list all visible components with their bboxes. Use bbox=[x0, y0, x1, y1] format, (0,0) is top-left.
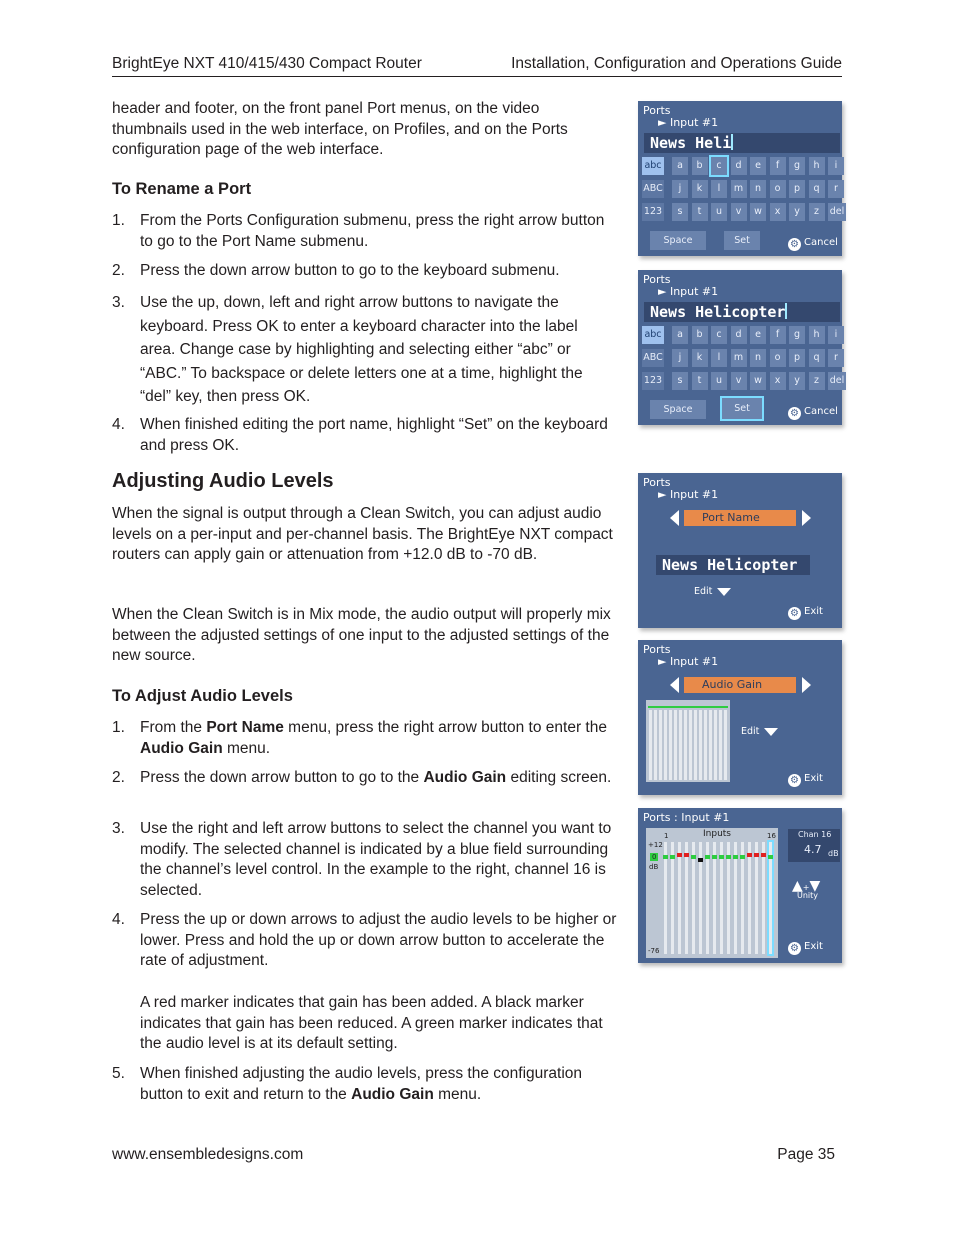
key-c[interactable]: c bbox=[711, 157, 727, 175]
gear-icon: ⚙ bbox=[788, 607, 801, 620]
channel-bar bbox=[719, 710, 722, 780]
key-m[interactable]: m bbox=[731, 349, 747, 367]
key-a[interactable]: a bbox=[672, 157, 688, 175]
unity-marker bbox=[723, 706, 728, 708]
key-r[interactable]: r bbox=[828, 180, 844, 198]
port-name-text: News Helicopter bbox=[650, 303, 786, 321]
gain-marker-red bbox=[677, 853, 682, 857]
channel-readout bbox=[788, 829, 840, 862]
step-number: 5. bbox=[112, 1065, 125, 1082]
top-scale-label: +12 bbox=[648, 841, 663, 849]
last-channel-label: 16 bbox=[767, 832, 776, 840]
key-f[interactable]: f bbox=[770, 157, 786, 175]
rename-step-2 bbox=[112, 261, 617, 282]
bottom-scale-label: -76 bbox=[648, 947, 660, 955]
right-arrow-icon[interactable] bbox=[802, 677, 811, 693]
gain-marker-green bbox=[726, 855, 731, 859]
channel-bar bbox=[679, 710, 682, 780]
db-scale-label: dB bbox=[649, 863, 659, 871]
gain-marker-green bbox=[663, 855, 668, 859]
key-abc[interactable]: abc bbox=[642, 157, 664, 175]
step-text: From the Port Name menu, press the right arrow button to enter the Audio Gain menu. bbox=[140, 719, 607, 757]
screen-title: Ports bbox=[643, 104, 671, 117]
key-del[interactable]: del bbox=[828, 203, 846, 221]
key-p[interactable]: p bbox=[789, 349, 805, 367]
left-arrow-icon[interactable] bbox=[670, 677, 679, 693]
step-text: Use the right and left arrow buttons to select the channel you want to modify. The selected channel is indicated by a blue field surrounding the channel’s level control. In the example to the right, channel 16 is selected. bbox=[140, 820, 612, 899]
gear-icon: ⚙ bbox=[788, 774, 801, 787]
adjust-heading: To Adjust Audio Levels bbox=[112, 687, 293, 705]
screen-gain-edit bbox=[638, 808, 842, 963]
audio-step-4-note bbox=[112, 993, 617, 1055]
exit-button[interactable]: ⚙ Exit bbox=[788, 941, 823, 955]
key-123[interactable]: 123 bbox=[642, 203, 664, 221]
menu-label: Audio Gain bbox=[684, 677, 796, 693]
screen-port-name bbox=[638, 473, 842, 628]
screen-subtitle: ► Input #1 bbox=[658, 116, 719, 129]
key-123[interactable]: 123 bbox=[642, 372, 664, 390]
gain-marker-green bbox=[768, 855, 773, 859]
step-note: A red marker indicates that gain has been added. A black marker indicates that gain has been reduced. A green marker indicates that the audio level is at its default setting. bbox=[140, 994, 603, 1052]
key-p[interactable]: p bbox=[789, 180, 805, 198]
step-number: 4. bbox=[112, 416, 125, 433]
key-m[interactable]: m bbox=[731, 180, 747, 198]
screen-keyboard-complete bbox=[638, 270, 845, 425]
menu-label: Port Name bbox=[684, 510, 796, 526]
channel-bar bbox=[704, 710, 707, 780]
key-c[interactable]: c bbox=[711, 326, 727, 344]
channel-bar bbox=[694, 710, 697, 780]
audio-step-3 bbox=[112, 819, 617, 901]
key-ABC[interactable]: ABC bbox=[642, 180, 664, 198]
step-number: 2. bbox=[112, 769, 125, 786]
screen-title: Ports : Input #1 bbox=[643, 811, 730, 824]
channel-fader[interactable] bbox=[678, 842, 681, 954]
gain-marker-red bbox=[754, 853, 759, 857]
audio-step-4 bbox=[112, 910, 617, 972]
key-z[interactable]: z bbox=[809, 203, 825, 221]
left-arrow-icon[interactable] bbox=[670, 510, 679, 526]
gear-icon: ⚙ bbox=[788, 238, 801, 251]
exit-button[interactable]: ⚙ Exit bbox=[788, 606, 823, 620]
step-text: Use the up, down, left and right arrow buttons to navigate the keyboard. Press OK to enter a keyboard character into the label area. Change case by highlighting and selecting either “abc” or “ABC.” To backspace or delete letters one at a time, highlight the “del” key, then press OK. bbox=[140, 294, 583, 405]
audio-meter-panel bbox=[646, 828, 778, 958]
port-name-field bbox=[644, 302, 840, 322]
key-e[interactable]: e bbox=[750, 326, 766, 344]
channel-bar bbox=[659, 710, 662, 780]
key-q[interactable]: q bbox=[809, 180, 825, 198]
key-n[interactable]: n bbox=[750, 349, 766, 367]
gain-value: 4.7 bbox=[804, 843, 822, 856]
audio-heading: Adjusting Audio Levels bbox=[112, 470, 334, 492]
screen-title: Ports bbox=[643, 476, 671, 489]
gain-marker-black bbox=[698, 858, 703, 862]
zero-scale-label: 0 bbox=[652, 853, 657, 861]
running-header-guide: Installation, Configuration and Operations Guide bbox=[511, 55, 842, 72]
key-k[interactable]: k bbox=[692, 180, 708, 198]
set-key[interactable]: Set bbox=[722, 398, 762, 419]
audio-step-2 bbox=[112, 768, 617, 789]
key-h[interactable]: h bbox=[809, 157, 825, 175]
space-key[interactable]: Space bbox=[650, 400, 706, 419]
screen-subtitle: ► Input #1 bbox=[658, 285, 719, 298]
key-k[interactable]: k bbox=[692, 349, 708, 367]
key-w[interactable]: w bbox=[750, 372, 766, 390]
key-v[interactable]: v bbox=[731, 372, 747, 390]
key-x[interactable]: x bbox=[770, 203, 786, 221]
key-t[interactable]: t bbox=[692, 372, 708, 390]
edit-button[interactable]: Edit bbox=[694, 586, 731, 597]
key-a[interactable]: a bbox=[672, 326, 688, 344]
step-number: 1. bbox=[112, 719, 125, 736]
gain-marker-red bbox=[747, 853, 752, 857]
set-key[interactable]: Set bbox=[724, 231, 760, 250]
gain-unit: dB bbox=[828, 849, 839, 858]
key-y[interactable]: y bbox=[789, 372, 805, 390]
key-u[interactable]: u bbox=[711, 372, 727, 390]
key-g[interactable]: g bbox=[789, 326, 805, 344]
audio-step-5 bbox=[112, 1064, 617, 1105]
gain-marker-green bbox=[705, 855, 710, 859]
gain-marker-red bbox=[684, 853, 689, 857]
screen-subtitle: ► Input #1 bbox=[658, 655, 719, 668]
space-key[interactable]: Space bbox=[650, 231, 706, 250]
key-b[interactable]: b bbox=[692, 157, 708, 175]
unity-label: Unity bbox=[797, 891, 819, 900]
channel-bar bbox=[684, 710, 687, 780]
step-number: 1. bbox=[112, 212, 125, 229]
right-arrow-icon[interactable] bbox=[802, 510, 811, 526]
gain-marker-green bbox=[691, 855, 696, 859]
inputs-label: Inputs bbox=[703, 829, 731, 839]
audio-paragraph-1: When the signal is output through a Clean Switch, you can adjust audio levels on a per-input and per-channel basis. The BrightEye NXT compact routers can apply gain or attenuation from +12.0 dB to -70 dB. bbox=[112, 505, 613, 563]
channel-label: Chan 16 bbox=[798, 830, 832, 839]
key-l[interactable]: l bbox=[711, 180, 727, 198]
header-rule bbox=[112, 76, 842, 77]
up-down-arrows-icon[interactable]: ▲+▼ bbox=[792, 878, 821, 894]
key-o[interactable]: o bbox=[770, 349, 786, 367]
key-j[interactable]: j bbox=[672, 180, 688, 198]
gain-marker-green bbox=[740, 855, 745, 859]
step-number: 2. bbox=[112, 262, 125, 279]
key-g[interactable]: g bbox=[789, 157, 805, 175]
key-y[interactable]: y bbox=[789, 203, 805, 221]
screen-title: Ports bbox=[643, 273, 671, 286]
first-channel-label: 1 bbox=[664, 832, 669, 840]
step-text: Press the up or down arrows to adjust the audio levels to be higher or lower. Press and hold the up or down arrow button to accelerate the rate of adjustment. bbox=[140, 911, 617, 969]
cancel-button[interactable]: ⚙ Cancel bbox=[788, 406, 838, 420]
step-text: When finished adjusting the audio levels, press the configuration button to exit and return to the Audio Gain menu. bbox=[140, 1065, 583, 1103]
channel-bar bbox=[669, 710, 672, 780]
step-number: 3. bbox=[112, 294, 125, 311]
key-u[interactable]: u bbox=[711, 203, 727, 221]
step-number: 3. bbox=[112, 820, 125, 837]
channel-bar bbox=[714, 710, 717, 780]
key-i[interactable]: i bbox=[828, 157, 844, 175]
rename-step-1 bbox=[112, 211, 617, 252]
step-number: 4. bbox=[112, 911, 125, 928]
channel-fader[interactable] bbox=[748, 842, 751, 954]
step-text: When finished editing the port name, highlight “Set” on the keyboard and press OK. bbox=[140, 416, 608, 454]
text-cursor bbox=[785, 303, 787, 319]
gain-marker-red bbox=[761, 853, 766, 857]
channel-fader[interactable] bbox=[685, 842, 688, 954]
key-l[interactable]: l bbox=[711, 349, 727, 367]
audio-paragraph-2: When the Clean Switch is in Mix mode, the audio output will properly mix between the adjusted settings of one input to the adjusted settings of the new source. bbox=[112, 606, 611, 664]
audio-meter-thumbnail bbox=[646, 700, 730, 782]
key-abc[interactable]: abc bbox=[642, 326, 664, 344]
key-x[interactable]: x bbox=[770, 372, 786, 390]
channel-bar bbox=[664, 710, 667, 780]
rename-heading: To Rename a Port bbox=[112, 180, 252, 198]
down-arrow-icon bbox=[717, 588, 731, 596]
key-e[interactable]: e bbox=[750, 157, 766, 175]
running-header-title: BrightEye NXT 410/415/430 Compact Router bbox=[112, 55, 422, 72]
footer-url: www.ensembledesigns.com bbox=[112, 1146, 304, 1163]
rename-step-4 bbox=[112, 415, 617, 456]
port-name-field bbox=[644, 133, 840, 153]
channel-bar bbox=[649, 710, 652, 780]
key-w[interactable]: w bbox=[750, 203, 766, 221]
page-number: Page 35 bbox=[777, 1146, 835, 1163]
channel-bar bbox=[724, 710, 727, 780]
key-d[interactable]: d bbox=[731, 157, 747, 175]
intro-paragraph: header and footer, on the front panel Port menus, on the video thumbnails used in the web interface, on Profiles, and on the Ports configuration page of the web interface. bbox=[112, 100, 568, 158]
key-ABC[interactable]: ABC bbox=[642, 349, 664, 367]
gear-icon: ⚙ bbox=[788, 407, 801, 420]
text-cursor bbox=[731, 134, 733, 150]
key-s[interactable]: s bbox=[672, 203, 688, 221]
channel-bar bbox=[699, 710, 702, 780]
channel-bar bbox=[689, 710, 692, 780]
key-f[interactable]: f bbox=[770, 326, 786, 344]
key-q[interactable]: q bbox=[809, 349, 825, 367]
key-t[interactable]: t bbox=[692, 203, 708, 221]
channel-fader[interactable] bbox=[755, 842, 758, 954]
screen-audio-gain bbox=[638, 640, 842, 795]
key-j[interactable]: j bbox=[672, 349, 688, 367]
screen-keyboard-partial bbox=[638, 101, 845, 256]
key-i[interactable]: i bbox=[828, 326, 844, 344]
gain-marker-green bbox=[670, 855, 675, 859]
screen-subtitle: ► Input #1 bbox=[658, 488, 719, 501]
key-v[interactable]: v bbox=[731, 203, 747, 221]
port-name-value: News Helicopter bbox=[656, 555, 810, 575]
gain-marker-green bbox=[719, 855, 724, 859]
gear-icon: ⚙ bbox=[788, 942, 801, 955]
key-del[interactable]: del bbox=[828, 372, 846, 390]
step-text: Press the down arrow button to go to the Audio Gain editing screen. bbox=[140, 769, 612, 786]
key-s[interactable]: s bbox=[672, 372, 688, 390]
key-n[interactable]: n bbox=[750, 180, 766, 198]
key-d[interactable]: d bbox=[731, 326, 747, 344]
exit-button[interactable]: ⚙ Exit bbox=[788, 773, 823, 787]
rename-step-3 bbox=[112, 291, 617, 409]
channel-bar bbox=[709, 710, 712, 780]
audio-step-1 bbox=[112, 718, 617, 759]
gain-marker-green bbox=[712, 855, 717, 859]
key-h[interactable]: h bbox=[809, 326, 825, 344]
gain-marker-green bbox=[733, 855, 738, 859]
channel-bar bbox=[654, 710, 657, 780]
down-arrow-icon bbox=[764, 728, 778, 736]
edit-button[interactable]: Edit bbox=[741, 726, 778, 737]
key-r[interactable]: r bbox=[828, 349, 844, 367]
cancel-button[interactable]: ⚙ Cancel bbox=[788, 237, 838, 251]
key-o[interactable]: o bbox=[770, 180, 786, 198]
screen-title: Ports bbox=[643, 643, 671, 656]
step-text: From the Ports Configuration submenu, press the right arrow button to go to the Port Name submenu. bbox=[140, 212, 605, 250]
channel-fader[interactable] bbox=[762, 842, 765, 954]
port-name-text: News Heli bbox=[650, 134, 732, 152]
step-text: Press the down arrow button to go to the keyboard submenu. bbox=[140, 262, 560, 279]
key-b[interactable]: b bbox=[692, 326, 708, 344]
channel-bar bbox=[674, 710, 677, 780]
key-z[interactable]: z bbox=[809, 372, 825, 390]
